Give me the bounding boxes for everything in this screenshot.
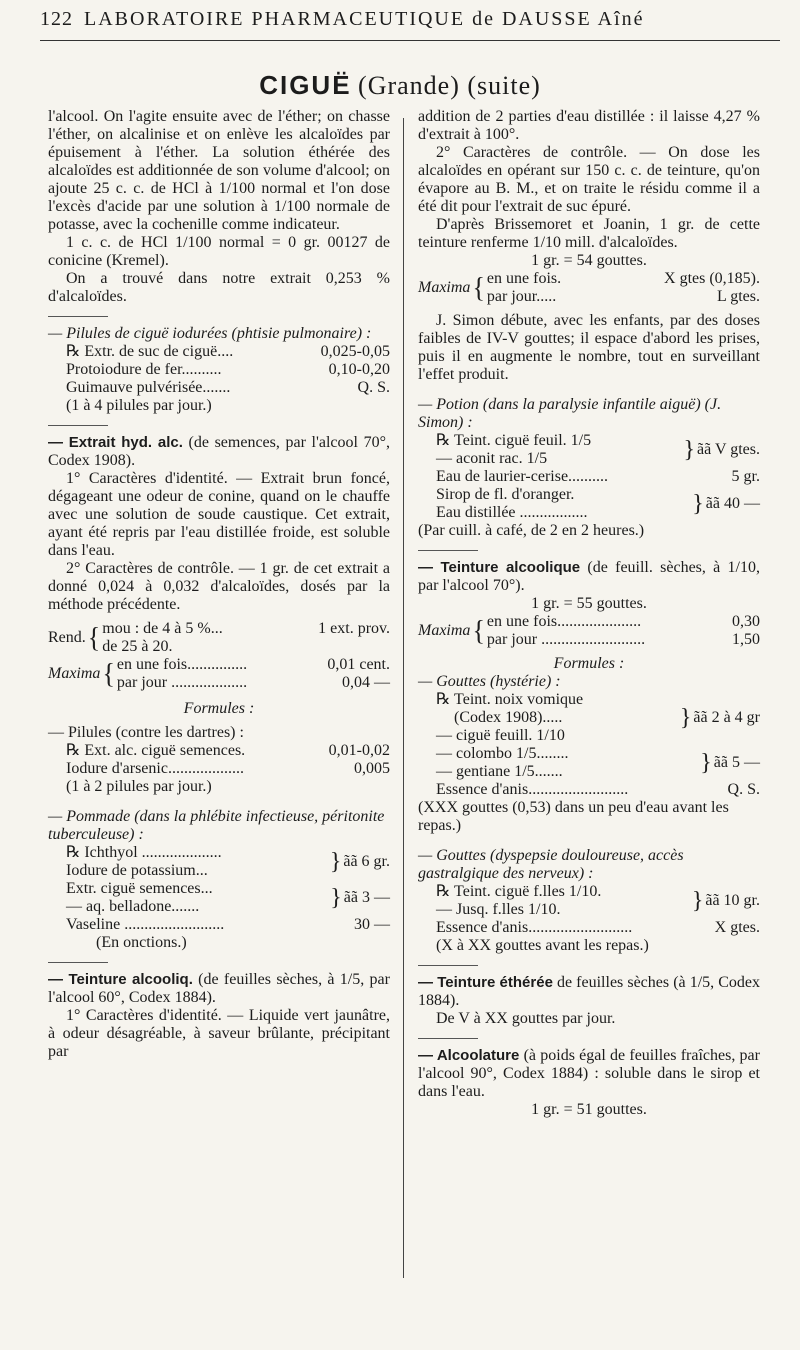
teinture-identite: 1° Caractères d'identité. — Liquide vert jaunâtre, à odeur désagréable, à saveur brûlante, précipitant par (48, 1007, 390, 1060)
gouttes-equivalence-2: 1 gr. = 55 gouttes. (531, 595, 647, 612)
header-rule (40, 40, 780, 41)
right-column (418, 108, 760, 1119)
separator (418, 965, 478, 966)
separator (418, 550, 478, 551)
dyspepsie-title: — Gouttes (dyspepsie douloureuse, accès gastralgique des nerveux) : (418, 847, 684, 882)
brace: } (691, 888, 704, 914)
potion-note: (Par cuill. à café, de 2 en 2 heures.) (418, 522, 645, 539)
pilules-recipe (48, 343, 390, 415)
separator (48, 425, 108, 426)
pilules-dartres-title: — Pilules (contre les dartres) : (48, 724, 244, 741)
title-sub: (Grande) (suite) (358, 71, 541, 100)
brace: { (472, 614, 485, 647)
pilules-note: (1 à 4 pilules par jour.) (66, 397, 212, 414)
page-number: 122 (40, 8, 73, 30)
extrait-heading: — Extrait hyd. alc. (de semences, par l'alcool 70°, Codex 1908). (48, 434, 390, 469)
intro-paragraph: l'alcool. On l'agite ensuite avec de l'éther; on chasse l'éther, on alcalinise et on enlève les alcaloïdes par épuisement à l'éther. La solution éthérée des alcaloïdes est additionnée de son volume d'alcool; on ajoute 25 c. c. de HCl à 1/100 normal et l'on dose l'excès d'acide par une solution à 1/100 normale de potasse, avec la cochenille comme indicateur. (48, 108, 390, 233)
extrait-identite: 1° Caractères d'identité. — Extrait brun foncé, dégageant une odeur de conine, quand on le chauffe avec une solution de soude caustique. Cet extrait, ayant été repris par l'eau distillée froide, est soluble dans l'eau. (48, 470, 390, 559)
equivalence-paragraph: 1 c. c. de HCl 1/100 normal = 0 gr. 00127 de conicine (Kremel). (48, 234, 390, 269)
brissemoret-paragraph: D'après Brissemoret et Joanin, 1 gr. de cette teinture renferme 1/10 mill. d'alcaloïdes. (418, 216, 760, 251)
brace: } (679, 705, 692, 731)
brace: { (102, 657, 115, 690)
potion-title: — Potion (dans la paralysie infantile aiguë) (J. Simon) : (418, 396, 722, 431)
recipe-line: ℞ Extr. de suc de ciguë.... 0,025-0,05 (66, 343, 390, 360)
potion-recipe: ℞ Teint. ciguë feuil. 1/5 — aconit rac. 1/5 } ãã V gtes. Eau de laurier-cerise.......... 5 gr. Sirop de fl. d'oranger. Eau distillée ................. } ãã 40 — (436, 432, 760, 521)
column-divider (403, 118, 404, 1278)
separator (418, 1038, 478, 1039)
brace: } (683, 437, 696, 463)
rendement: Rend. { mou : de 4 à 5 %... de 25 à 20. 1 ext. prov. (48, 620, 390, 655)
left-column (48, 108, 390, 1061)
pilules-dartres-recipe: ℞ Ext. alc. ciguë semences. 0,01-0,02 Iodure d'arsenic................... 0,005 (1 à 2 pilules par jour.) (66, 742, 390, 795)
separator (48, 316, 108, 317)
dyspepsie-recipe: ℞ Teint. ciguë f.lles 1/10. — Jusq. f.lles 1/10. } ãã 10 gr. Essence d'anis.......................... X gtes. (X à XX gouttes avant les repas.) (436, 883, 760, 954)
alcoolature: — Alcoolature (à poids égal de feuilles fraîches, par l'alcool 90°, Codex 1884) : soluble dans le sirop et dans l'eau. (418, 1047, 760, 1100)
pilules-title: — Pilules de ciguë iodurées (phtisie pulmonaire) : (48, 325, 372, 342)
brace: } (330, 885, 342, 911)
maxima-teinture: Maxima { en une fois. X gtes (0,185). par jour..... L gtes. (418, 270, 760, 305)
recipe-line: Protoiodure de fer.......... 0,10-0,20 (66, 361, 390, 378)
brace: { (472, 271, 485, 304)
brace: } (329, 849, 342, 875)
teinture2-heading: — Teinture alcoolique (de feuill. sèches, à 1/10, par l'alcool 70°). (418, 559, 761, 594)
brace: } (700, 750, 712, 776)
title-main: CIGUË (259, 70, 352, 100)
found-paragraph: On a trouvé dans notre extrait 0,253 % d'alcaloïdes. (48, 270, 390, 305)
formules-title-2: Formules : (553, 655, 625, 672)
hysterie-title: — Gouttes (hystérie) : (418, 673, 561, 690)
addition-paragraph: addition de 2 parties d'eau distillée : il laisse 4,27 % d'extrait à 100°. (418, 108, 760, 143)
brace: { (87, 621, 101, 654)
page-title (0, 70, 800, 101)
controle-paragraph: 2° Caractères de contrôle. — On dose les alcaloïdes en opérant sur 150 c. c. de teinture, qu'on évapore au B. M., et on traite le résidu comme il a été dit pour l'extrait de suc épuré. (418, 144, 760, 215)
teinture-heading: — Teinture alcooliq. (de feuilles sèches, à 1/5, par l'alcool 60°, Codex 1884). (48, 971, 390, 1006)
gouttes-equivalence-3: 1 gr. = 51 gouttes. (531, 1101, 647, 1118)
running-title: LABORATOIRE PHARMACEUTIQUE de DAUSSE Aîné (84, 8, 645, 30)
maxima-extrait: Maxima { en une fois............... 0,01 cent. par jour ................... 0,04 — (48, 656, 390, 691)
hysterie-recipe: ℞ Teint. noix vomique (Codex 1908)..... — ciguë feuill. 1/10 } ãã 2 à 4 gr — colombo 1/5........ — gentiane 1/5....... } ãã 5 — Essence d'anis......................... Q. S. (436, 691, 760, 798)
teinture-etheree: — Teinture éthérée de feuilles sèches (à 1/5, Codex 1884). (418, 974, 760, 1009)
brace: } (692, 491, 704, 517)
simon-paragraph: J. Simon débute, avec les enfants, par des doses faibles de IV-V gouttes; il espace d'abord les prises, puis il en augmente le nombre, tout en surveillant l'effet produit. (418, 312, 760, 383)
teinture-etheree-dose: De V à XX gouttes par jour. (436, 1010, 616, 1027)
gouttes-equivalence: 1 gr. = 54 gouttes. (531, 252, 647, 269)
hysterie-note: (XXX gouttes (0,53) dans un peu d'eau avant les repas.) (418, 799, 729, 834)
running-header (40, 8, 780, 38)
pommade-title: — Pommade (dans la phlébite infectieuse, péritonite tuberculeuse) : (48, 808, 385, 843)
maxima-teinture-2: Maxima { en une fois..................... 0,30 par jour .......................... 1,50 (418, 613, 760, 648)
extrait-controle: 2° Caractères de contrôle. — 1 gr. de cet extrait a donné 0,024 à 0,032 d'alcaloïdes, dosés par la méthode précédente. (48, 560, 390, 613)
recipe-line: Guimauve pulvérisée....... Q. S. (66, 379, 390, 396)
pommade-recipe: ℞ Ichthyol .................... Iodure de potassium... } ãã 6 gr. Extr. ciguë semences... — aq. belladone....... } ãã 3 — Vaseline ......................... 30 — (En onctions.) (66, 844, 390, 951)
formules-title: Formules : (183, 700, 255, 717)
separator (48, 962, 108, 963)
